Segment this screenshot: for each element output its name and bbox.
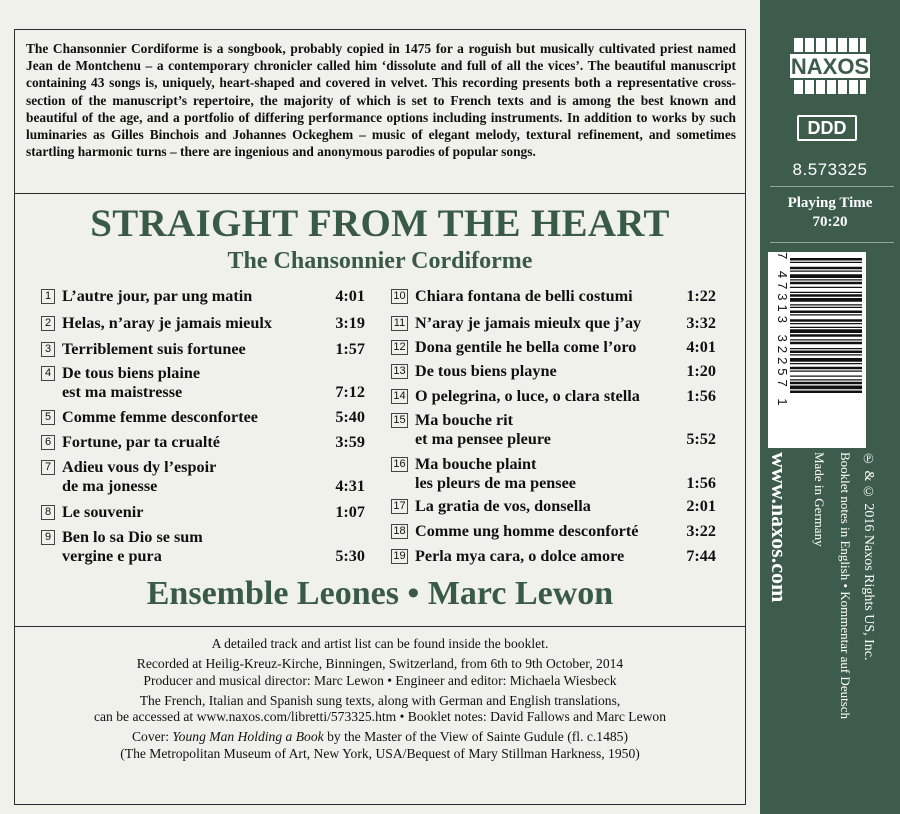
barcode-bar [790, 358, 862, 362]
track-item [391, 387, 716, 406]
track-item [391, 314, 716, 333]
barcode-bar [790, 274, 862, 278]
barcode-bar [790, 354, 862, 355]
barcode-bar [790, 258, 862, 261]
track-number: 17 [391, 499, 408, 514]
track-number: 19 [391, 549, 408, 564]
track-title: Chiara fontana de belli costumi [415, 287, 633, 305]
track-number: 2 [41, 316, 55, 331]
barcode-bar [790, 367, 862, 370]
track-item [391, 547, 716, 566]
track-title [415, 455, 716, 493]
track-number: 1 [41, 289, 55, 304]
barcode-bar [790, 382, 862, 385]
track-duration: 1:20 [686, 362, 716, 380]
website-url: www.naxos.com [767, 452, 792, 603]
spine-divider [770, 186, 894, 187]
track-item [41, 458, 365, 496]
cover-prefix: Cover: [131, 729, 173, 745]
track-duration: 1:56 [686, 387, 716, 405]
barcode-bar [790, 311, 862, 314]
track-number: 3 [41, 342, 55, 357]
barcode-bar [790, 271, 862, 272]
barcode-bar [790, 379, 862, 380]
barcode-bar [790, 314, 862, 315]
track-duration: 1:07 [335, 503, 365, 521]
barcode-bar [790, 279, 862, 280]
barcode-bar [790, 371, 862, 372]
barcode-bar [790, 294, 862, 297]
playing-time-label: Playing Time [787, 195, 873, 211]
track-item [391, 287, 716, 306]
track-title-line: Ma bouche rit [415, 411, 514, 429]
track-title: Terriblement suis fortunee [62, 340, 246, 358]
track-number: 9 [41, 530, 55, 545]
barcode-bar [790, 292, 862, 293]
performers-line: Ensemble Leones • Marc Lewon [146, 575, 614, 612]
track-number: 12 [391, 340, 408, 355]
track-number: 5 [41, 410, 55, 425]
playing-time-value: 70:20 [812, 214, 848, 230]
divider-bottom [14, 626, 746, 627]
barcode-bar [790, 334, 862, 337]
track-title: L’autre jour, par ung matin [62, 287, 253, 305]
track-title: De tous biens playne [415, 362, 557, 380]
barcode-bar [790, 351, 862, 354]
track-number: 14 [391, 389, 408, 404]
album-subtitle: The Chansonnier Cordiforme [227, 248, 533, 274]
track-title: O pelegrina, o luce, o clara stella [415, 387, 640, 405]
track-duration: 3:19 [335, 314, 365, 332]
track-duration: 7:12 [335, 383, 365, 401]
track-item [41, 528, 365, 566]
track-title [62, 458, 365, 496]
track-duration: 4:31 [335, 477, 365, 495]
track-duration: 4:01 [335, 287, 365, 305]
cover-artwork-title: Young Man Holding a Book [172, 729, 324, 745]
track-duration: 5:30 [335, 547, 365, 565]
cover-credit [0, 729, 760, 745]
track-number: 6 [41, 435, 55, 450]
track-number: 10 [391, 289, 408, 304]
track-title: Comme ung homme desconforté [415, 522, 639, 540]
credits-line: can be accessed at www.naxos.com/libretti/573325.htm • Booklet notes: David Fallows and Marc Lewon [93, 709, 667, 725]
track-number: 16 [391, 457, 408, 472]
track-title-line: Adieu vous dy l’espoir [62, 458, 217, 476]
credits-line: Producer and musical director: Marc Lewon • Engineer and editor: Michaela Wiesbeck [143, 672, 617, 688]
cover-suffix: by the Master of the View of Sainte Gudule (fl. c.1485) [323, 729, 629, 745]
track-duration: 1:22 [686, 287, 716, 305]
barcode-bar [790, 376, 862, 377]
spine-divider [770, 242, 894, 243]
track-title-line: les pleurs de ma pensee [415, 474, 576, 492]
track-duration: 3:22 [686, 522, 716, 540]
track-item [391, 362, 716, 381]
track-title [62, 364, 365, 402]
track-item [41, 503, 365, 522]
barcode-bar [790, 287, 862, 288]
logo-text: NAXOS [790, 54, 870, 79]
track-number: 18 [391, 524, 408, 539]
barcode-bar [790, 282, 862, 285]
credits-line: A detailed track and artist list can be found inside the booklet. [211, 636, 549, 651]
made-in: Made in Germany [812, 452, 827, 547]
track-item [391, 497, 716, 516]
track-title: Perla mya cara, o dolce amore [415, 547, 625, 565]
barcode-bar [790, 304, 862, 305]
barcode-bar [790, 363, 862, 364]
track-title: Fortune, par ta crualté [62, 433, 220, 451]
track-item [41, 433, 365, 452]
barcode-bar [790, 348, 862, 349]
booklet-languages: Booklet notes in English • Kommentar auf Deutsch [838, 452, 853, 720]
track-title: N’aray je jamais mieulx que j’ay [415, 314, 642, 332]
barcode-bar [790, 342, 862, 345]
track-duration: 3:32 [686, 314, 716, 332]
barcode-bar [790, 307, 862, 308]
track-title-line: Ben lo sa Dio se sum [62, 528, 203, 546]
credits-line: Recorded at Heilig-Kreuz-Kirche, Binningen, Switzerland, from 6th to 9th October, 2014 [136, 656, 624, 672]
track-title: La gratia de vos, donsella [415, 497, 591, 515]
track-title-line: De tous biens plaine [62, 364, 201, 382]
catalogue-number: 8.573325 [792, 160, 868, 179]
barcode-bar [790, 329, 862, 333]
track-number: 8 [41, 505, 55, 520]
track-title: Dona gentile he bella come l’oro [415, 338, 637, 356]
track-title: Le souvenir [62, 503, 144, 521]
barcode-bar [790, 267, 862, 270]
album-title: STRAIGHT FROM THE HEART [90, 202, 670, 245]
credits-block [0, 636, 760, 762]
barcode-bar [790, 327, 862, 328]
track-item [391, 455, 716, 493]
track-number: 13 [391, 364, 408, 379]
barcode-bar [790, 391, 862, 394]
track-title-line: et ma pensee pleure [415, 430, 551, 448]
credits-line: (The Metropolitan Museum of Art, New York, USA/Bequest of Mary Stillman Harkness, 1950) [120, 745, 640, 761]
track-duration: 7:44 [686, 547, 716, 565]
track-item [41, 408, 365, 427]
barcode-bar [790, 323, 862, 324]
barcode-bar [790, 262, 862, 263]
track-duration: 5:52 [686, 430, 716, 448]
track-item [41, 340, 365, 359]
track-duration: 3:59 [335, 433, 365, 451]
rights-notice: ℗ & © 2016 Naxos Rights US, Inc. [861, 452, 876, 661]
track-number: 15 [391, 413, 408, 428]
naxos-logo [788, 32, 872, 100]
track-title: Comme femme desconfortee [62, 408, 258, 426]
divider-top [14, 193, 746, 194]
barcode-bar [790, 319, 862, 322]
barcode-bar [790, 298, 862, 302]
track-item [41, 287, 365, 306]
credits-line: The French, Italian and Spanish sung texts, along with German and English translations, [139, 692, 621, 708]
track-duration: 1:56 [686, 474, 716, 492]
track-number: 11 [391, 316, 408, 331]
track-title-line: est ma maistresse [62, 383, 183, 401]
track-item [391, 522, 716, 541]
track-duration: 2:01 [686, 497, 716, 515]
playing-time [760, 194, 900, 232]
track-number: 7 [41, 460, 55, 475]
intro-text: The Chansonnier Cordiforme is a songbook, probably copied in 1475 for a roguish but musically cultivated priest named Jean de Montchenu – a contemporary chronicler called him ‘dissolute and full of all the vices’. The beautiful manuscript containing 43 songs is, uniquely, heart-shaped and covered in velvet. This recording presents both a representative cross-section of the manuscript’s repertoire, the majority of which is set to French texts and is among the best known and beautiful of the age, and a portfolio of differing performance options including instruments. In addition to works by such luminaries as Gilles Binchois and Johannes Ockeghem – music of elegant melody, textural refinement, and sometimes startling harmonic turns – there are ingenious and anonymous parodies of popular songs. [26, 41, 736, 160]
track-title [62, 528, 365, 566]
track-duration: 4:01 [686, 338, 716, 356]
track-title-line: de ma jonesse [62, 477, 158, 495]
track-duration: 1:57 [335, 340, 365, 358]
track-title [415, 411, 716, 449]
track-item [391, 411, 716, 449]
barcode-digits: 7 47313 32257 1 [775, 252, 790, 410]
track-item [41, 364, 365, 402]
ddd-badge: DDD [797, 115, 857, 141]
barcode-bar [790, 386, 862, 390]
track-title-line: Ma bouche plaint [415, 455, 537, 473]
track-title-line: vergine e pura [62, 547, 162, 565]
track-title: Helas, n’aray je jamais mieulx [62, 314, 272, 332]
track-item [41, 314, 365, 333]
track-item [391, 338, 716, 357]
barcode-bar [790, 339, 862, 340]
track-duration: 5:40 [335, 408, 365, 426]
track-number: 4 [41, 366, 55, 381]
